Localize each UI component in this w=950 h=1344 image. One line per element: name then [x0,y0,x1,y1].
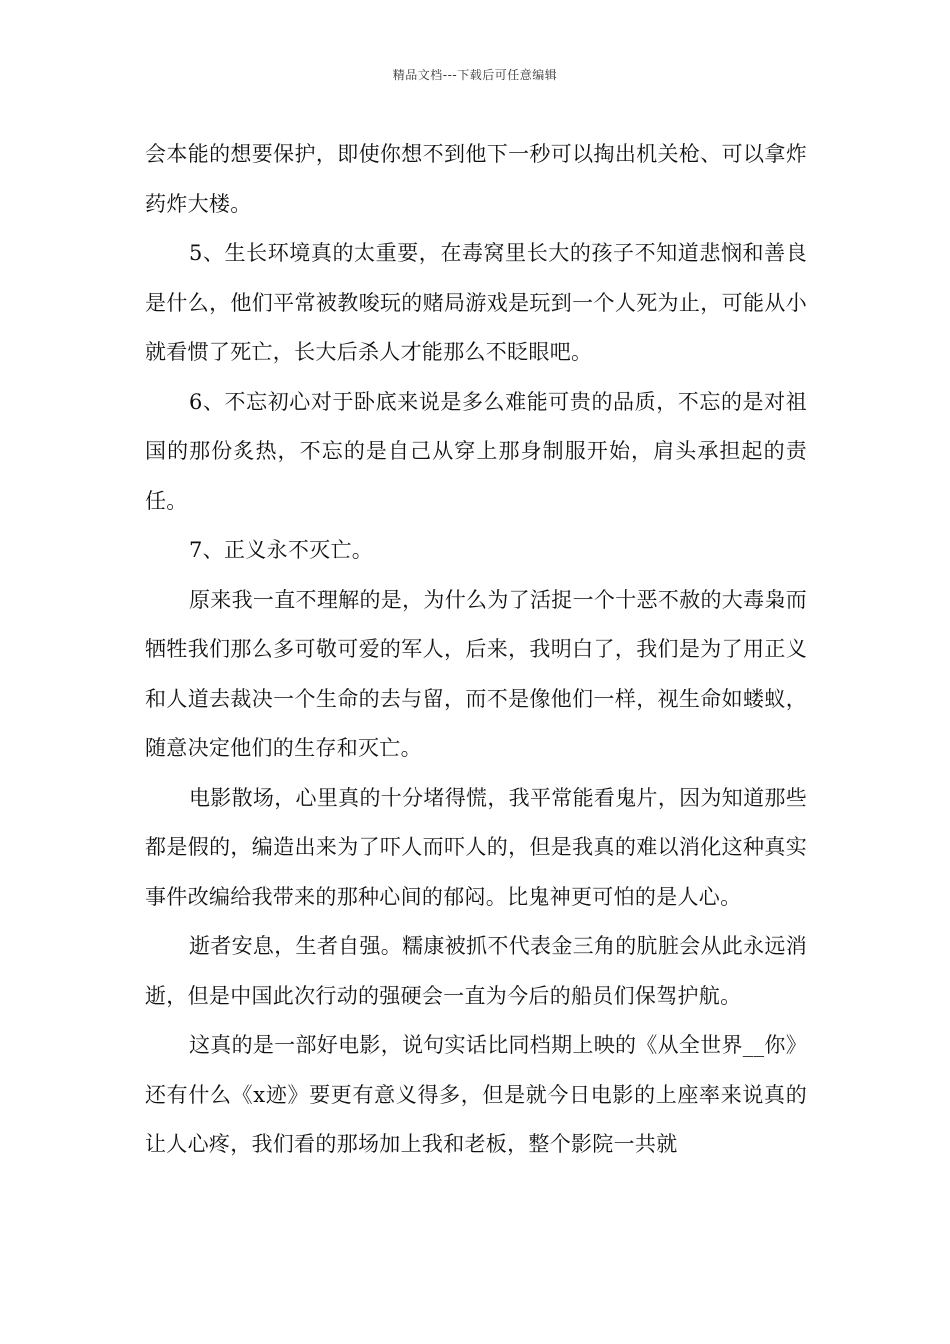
paragraph: 这真的是一部好电影，说句实话比同档期上映的《从全世界__你》还有什么《x迹》要更有意义得多，但是就今日电影的上座率来说真的让人心疼，我们看的那场加上我和老板，整个影院一共就 [145,1033,807,1156]
paragraph: 7、正义永不灭亡。 [189,538,374,562]
paragraph: 6、不忘初心对于卧底来说是多么难能可贵的品质，不忘的是对祖国的那份炙热，不忘的是自己从穿上那身制服开始，肩头承担起的责任。 [145,389,807,513]
paragraph: 5、生长环境真的太重要，在毒窝里长大的孩子不知道悲悯和善良是什么，他们平常被教唆玩的赌局游戏是玩到一个人死为止，可能从小就看惯了死亡，长大后杀人才能那么不眨眼吧。 [145,241,807,364]
page-header: 精品文档---下载后可任意编辑 [392,68,558,82]
document-body [145,130,807,1170]
paragraph: 原来我一直不理解的是，为什么为了活捉一个十恶不赦的大毒枭而牺牲我们那么多可敬可爱的军人，后来，我明白了，我们是为了用正义和人道去裁决一个生命的去与留，而不是像他们一样，视生命如蝼蚁，随意决定他们的生存和灭亡。 [145,587,807,760]
paragraph: 电影散场，心里真的十分堵得慌，我平常能看鬼片，因为知道那些都是假的，编造出来为了吓人而吓人的，但是我真的难以消化这种真实事件改编给我带来的那种心间的郁闷。比鬼神更可怕的是人心。 [145,785,807,909]
paragraph: 会本能的想要保护，即使你想不到他下一秒可以掏出机关枪、可以拿炸药炸大楼。 [145,142,807,216]
paragraph: 逝者安息，生者自强。糯康被抓不代表金三角的肮脏会从此永远消逝，但是中国此次行动的强硬会一直为今后的船员们保驾护航。 [145,934,807,1008]
